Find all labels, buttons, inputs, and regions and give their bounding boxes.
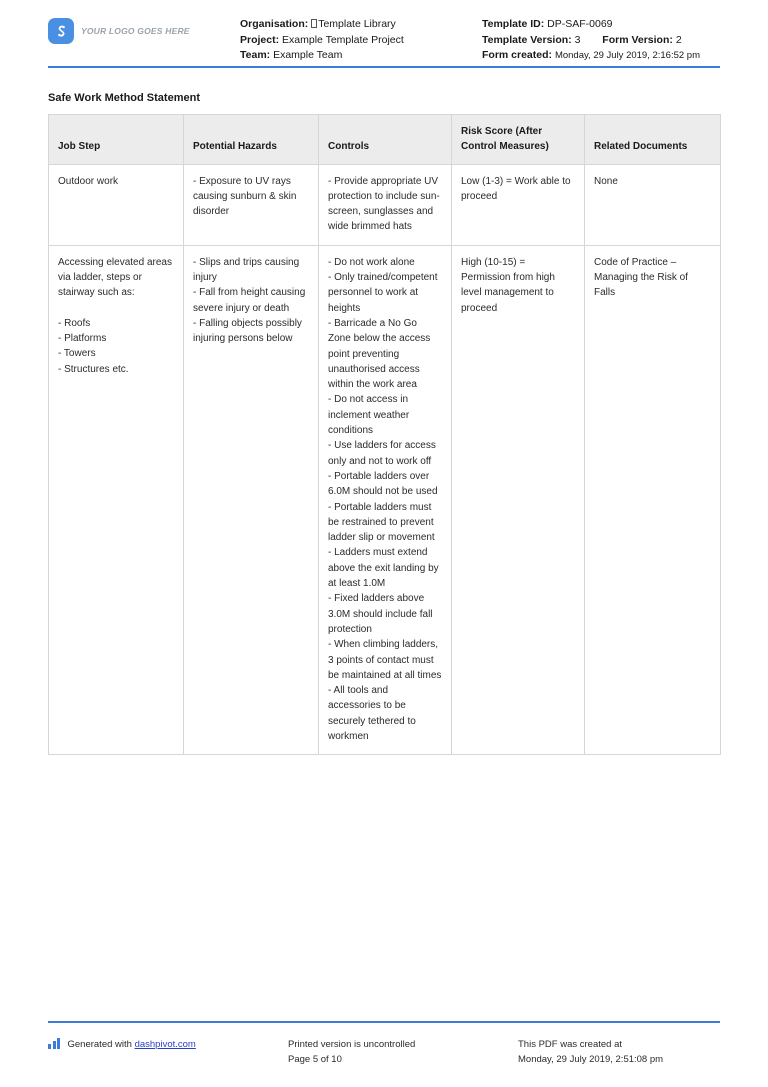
column-header-controls: Controls <box>319 115 452 165</box>
form-version-label: Form Version: <box>602 33 673 46</box>
dashpivot-link[interactable]: dashpivot.com <box>134 1039 196 1050</box>
cell-controls: - Provide appropriate UV protection to include sun-screen, sunglasses and wide brimmed hats <box>319 164 452 245</box>
pdf-created-label: This PDF was created at <box>518 1039 623 1050</box>
footer-generated-block <box>48 1037 288 1052</box>
template-id-label: Template ID: <box>482 18 545 30</box>
template-id-value: DP-SAF-0069 <box>547 18 613 30</box>
swms-table <box>48 114 721 755</box>
cell-job-step-list: - Roofs - Platforms - Towers - Structures etc. <box>58 317 129 375</box>
footer-divider <box>48 1021 720 1023</box>
column-header-risk-score: Risk Score (After Control Measures) <box>452 115 585 165</box>
footer-generated-text <box>68 1037 196 1052</box>
team-value: Example Team <box>273 49 343 61</box>
header-meta-right <box>482 16 720 64</box>
document-header <box>48 0 720 61</box>
cell-potential-hazards: - Slips and trips causing injury - Fall from height causing severe injury or death - Falling objects possibly injuring persons below <box>184 245 319 755</box>
template-version-value: 3 <box>574 33 581 46</box>
cell-risk-score: High (10-15) = Permission from high level management to proceed <box>452 245 585 755</box>
project-value: Example Template Project <box>282 33 404 46</box>
cell-risk-score: Low (1-3) = Work able to proceed <box>452 164 585 245</box>
organisation-value: Template Library <box>318 18 396 30</box>
logo-placeholder-text: YOUR LOGO GOES HERE <box>81 26 190 36</box>
footer-printed-block <box>288 1037 518 1067</box>
form-created-value: Monday, 29 July 2019, 2:16:52 pm <box>554 50 701 61</box>
form-created-line <box>482 48 720 64</box>
cell-controls: - Do not work alone - Only trained/competent personnel to work at heights - Barricade a No Go Zone below the access point preventing unauthorised access within the work area - Do not access in inclement weather conditions - Use ladders for access only and not to work off - Portable ladders over 6.0M should not be used - Portable ladders must be restrained to prevent ladder slip or movement - Ladders must extend above the exit landing by at least 1.0M - Fixed ladders above 3.0M should include fall protection - When climbing ladders, 3 points of contact must be maintained at all times - All tools and accessories to be securely tethered to workmen <box>319 245 452 755</box>
page-title: Safe Work Method Statement <box>48 92 200 104</box>
cell-job-step-intro: Accessing elevated areas via ladder, steps or stairway such as: <box>58 256 172 299</box>
missing-glyph-icon <box>311 19 317 28</box>
column-header-job-step: Job Step <box>49 115 184 165</box>
cell-job-step: Outdoor work <box>49 164 184 245</box>
project-line <box>240 33 482 49</box>
table-row <box>49 245 721 755</box>
page-number-text: Page 5 of 10 <box>288 1054 342 1065</box>
organisation-line <box>240 17 482 33</box>
pdf-created-timestamp: Monday, 29 July 2019, 2:51:08 pm <box>518 1054 664 1065</box>
form-version-value: 2 <box>675 33 682 46</box>
column-header-related-documents: Related Documents <box>585 115 721 165</box>
generated-prefix: Generated with <box>67 1039 132 1050</box>
bar-chart-icon <box>48 1039 62 1049</box>
template-version-label: Template Version: <box>482 33 572 46</box>
cell-spacer <box>58 301 174 316</box>
document-footer <box>48 1021 720 1067</box>
logo-block <box>48 16 240 44</box>
cell-related-documents: None <box>585 164 721 245</box>
dashpivot-logo-icon <box>48 18 74 44</box>
cell-potential-hazards: - Exposure to UV rays causing sunburn & skin disorder <box>184 164 319 245</box>
template-version-line <box>482 33 720 49</box>
team-line <box>240 48 482 64</box>
organisation-label: Organisation: <box>240 18 309 30</box>
cell-job-step <box>49 245 184 755</box>
cell-related-documents: Code of Practice – Managing the Risk of Falls <box>585 245 721 755</box>
table-row <box>49 164 721 245</box>
template-id-line <box>482 17 720 33</box>
printed-uncontrolled-text: Printed version is uncontrolled <box>288 1039 416 1050</box>
form-created-label: Form created: <box>482 49 553 61</box>
header-divider <box>48 66 720 68</box>
footer-created-block <box>518 1037 720 1067</box>
header-meta-left <box>240 16 482 64</box>
project-label: Project: <box>240 33 280 46</box>
table-header-row <box>49 115 721 165</box>
team-label: Team: <box>240 49 271 61</box>
column-header-potential-hazards: Potential Hazards <box>184 115 319 165</box>
